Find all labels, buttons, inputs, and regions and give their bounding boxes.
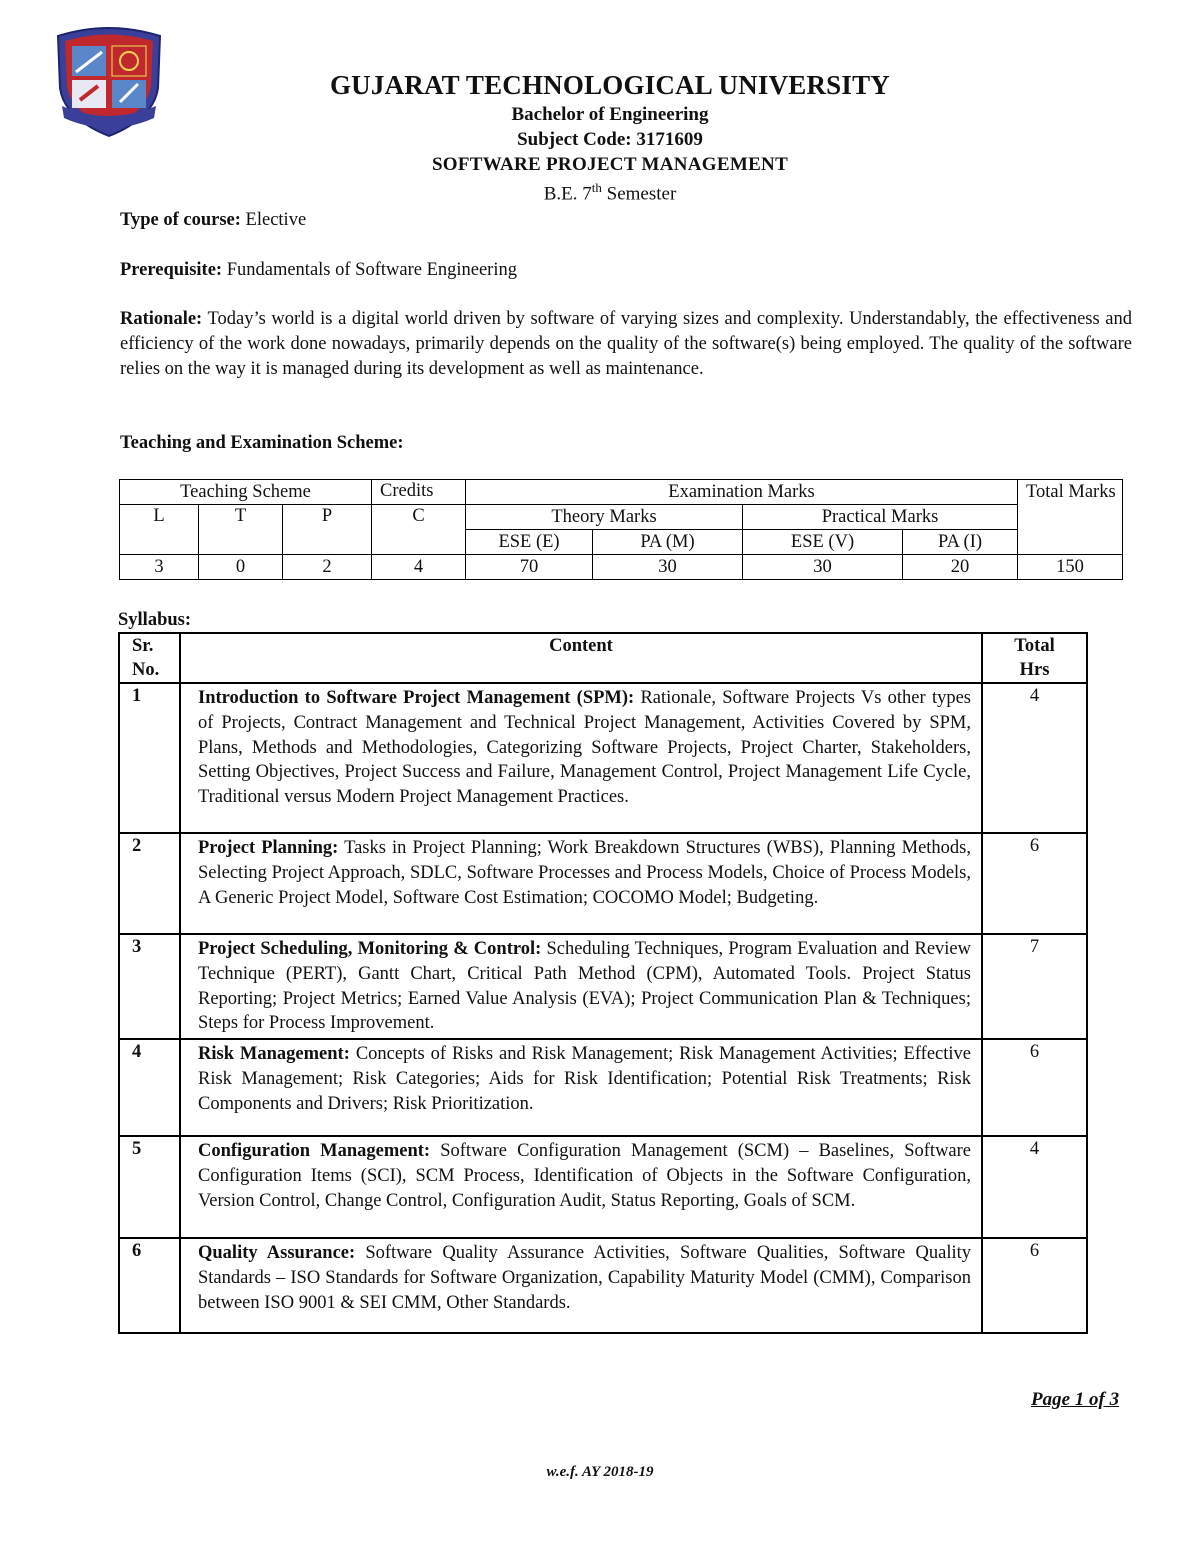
course-type-label: Type of course:: [120, 210, 241, 230]
effective-year: w.e.f. AY 2018-19: [546, 1464, 654, 1480]
row-text: Software Quality Assurance Activities, Software Qualities, Software Quality Standards – ISO Standards for Software Organization, Capability Maturity Model (CMM), Comparison between ISO 9001 & SEI CMM, Other Standards.: [198, 1243, 971, 1313]
course-type-value: Elective: [240, 210, 307, 230]
rationale-label: Rationale:: [120, 309, 203, 329]
pa-i-header: PA (I): [903, 530, 1018, 555]
scheme-heading: Teaching and Examination Scheme:: [120, 433, 404, 453]
l-header: L: [120, 505, 199, 555]
row-sr: 1: [119, 683, 180, 833]
row-text: Tasks in Project Planning; Work Breakdown Structures (WBS), Planning Methods, Selecting Project Approach, SDLC, Software Processes and Process Models, Choice of Process Models, A Generic Project Model, Software Cost Estimation; COCOMO Model; Budgeting.: [198, 838, 971, 908]
row-text: Scheduling Techniques, Program Evaluation and Review Technique (PERT), Gantt Chart, Critical Path Method (CPM), Automated Tools. Project Status Reporting; Project Metrics; Earned Value Analysis (EVA); Project Communication Plan & Techniques; Steps for Process Improvement.: [198, 939, 971, 1034]
theory-marks-header: Theory Marks: [466, 505, 743, 530]
row-hrs: 7: [982, 934, 1087, 1039]
semester-superscript: th: [591, 180, 602, 195]
syllabus-row: [119, 683, 1087, 833]
row-title: Project Planning:: [198, 838, 339, 858]
ese-e-value: 70: [466, 555, 593, 580]
scheme-header-row-1: [120, 480, 1123, 505]
row-sr: 6: [119, 1238, 180, 1333]
subject-name: SOFTWARE PROJECT MANAGEMENT: [431, 154, 789, 175]
teaching-scheme-header: Teaching Scheme: [120, 480, 372, 505]
degree-title: Bachelor of Engineering: [511, 104, 709, 125]
syllabus-label: Syllabus:: [118, 610, 192, 630]
row-title: Project Scheduling, Monitoring & Control:: [198, 939, 542, 959]
row-content: [180, 833, 982, 934]
p-value: 2: [283, 555, 372, 580]
sr-no-header: Sr. No.: [119, 633, 180, 683]
subject-code: Subject Code: 3171609: [517, 129, 703, 150]
prerequisite: [120, 258, 1132, 283]
row-text: Rationale, Software Projects Vs other types of Projects, Contract Management and Technical Project Management, Activities Covered by SPM, Plans, Methods and Methodologies, Categorizing Software Projects, Project Charter, Stakeholders, Setting Objectives, Project Success and Failure, Management Control, Project Management Life Cycle, Traditional versus Modern Project Management Practices.: [198, 688, 971, 808]
row-hrs: 6: [982, 833, 1087, 934]
teaching-scheme-table: [119, 479, 1123, 580]
page-number: Page 1 of 3: [1031, 1389, 1120, 1410]
scheme-header-row-2: [120, 505, 1123, 530]
credits-header: Credits: [372, 480, 466, 505]
semester-prefix: B.E. 7: [543, 183, 592, 205]
row-content: [180, 1136, 982, 1238]
content-header: Content: [180, 633, 982, 683]
row-content: [180, 683, 982, 833]
row-sr: 5: [119, 1136, 180, 1238]
practical-marks-header: Practical Marks: [743, 505, 1018, 530]
syllabus-row: [119, 1039, 1087, 1136]
row-title: Quality Assurance:: [198, 1243, 356, 1264]
row-title: Risk Management:: [198, 1044, 350, 1065]
t-value: 0: [199, 555, 283, 580]
scheme-values-row: [120, 555, 1123, 580]
row-content: [180, 1039, 982, 1136]
pa-m-value: 30: [593, 555, 743, 580]
total-marks-header: Total Marks: [1018, 480, 1123, 555]
p-header: P: [283, 505, 372, 555]
syllabus-row: [119, 833, 1087, 934]
row-sr: 3: [119, 934, 180, 1039]
c-value: 4: [372, 555, 466, 580]
university-logo: [50, 22, 168, 140]
row-title: Introduction to Software Project Management (SPM):: [198, 688, 635, 708]
row-title: Configuration Management:: [198, 1141, 431, 1162]
t-header: T: [199, 505, 283, 555]
syllabus-row: [119, 934, 1087, 1039]
ese-e-header: ESE (E): [466, 530, 593, 555]
prerequisite-value: Fundamentals of Software Engineering: [222, 260, 517, 280]
l-value: 3: [120, 555, 199, 580]
syllabus-header-row: [119, 633, 1087, 683]
syllabus-table: [118, 632, 1088, 1334]
c-header: C: [372, 505, 466, 555]
total-hrs-header: Total Hrs: [982, 633, 1087, 683]
row-hrs: 6: [982, 1238, 1087, 1333]
course-type: [120, 208, 1132, 233]
row-hrs: 4: [982, 683, 1087, 833]
pa-m-header: PA (M): [593, 530, 743, 555]
semester: [260, 180, 960, 205]
rationale-text: Today’s world is a digital world driven by software of varying sizes and complexity. Understandably, the effectiveness and efficiency of the work done nowadays, primarily depends on the quality of the software(s) being employed. The quality of the software relies on the way it is managed during its development as well as maintenance.: [120, 309, 1132, 379]
pa-i-value: 20: [903, 555, 1018, 580]
total-marks-value: 150: [1018, 555, 1123, 580]
row-hrs: 4: [982, 1136, 1087, 1238]
row-sr: 4: [119, 1039, 180, 1136]
ese-v-header: ESE (V): [743, 530, 903, 555]
row-text: Software Configuration Management (SCM) – Baselines, Software Configuration Items (SCI), SCM Process, Identification of Objects in the Software Configuration, Version Control, Change Control, Configuration Audit, Status Reporting, Goals of SCM.: [198, 1141, 972, 1211]
rationale: [120, 307, 1132, 381]
row-sr: 2: [119, 833, 180, 934]
examination-marks-header: Examination Marks: [466, 480, 1018, 505]
prerequisite-label: Prerequisite:: [120, 260, 223, 280]
semester-suffix: Semester: [601, 183, 677, 205]
row-content: [180, 1238, 982, 1333]
syllabus-row: [119, 1136, 1087, 1238]
row-text: Concepts of Risks and Risk Management; Risk Management Activities; Effective Risk Management; Risk Categories; Aids for Risk Identification; Potential Risk Treatments; Risk Components and Drivers; Risk Prioritization.: [198, 1044, 971, 1114]
row-content: [180, 934, 982, 1039]
ese-v-value: 30: [743, 555, 903, 580]
university-name: GUJARAT TECHNOLOGICAL UNIVERSITY: [329, 70, 891, 100]
row-hrs: 6: [982, 1039, 1087, 1136]
syllabus-row: [119, 1238, 1087, 1333]
